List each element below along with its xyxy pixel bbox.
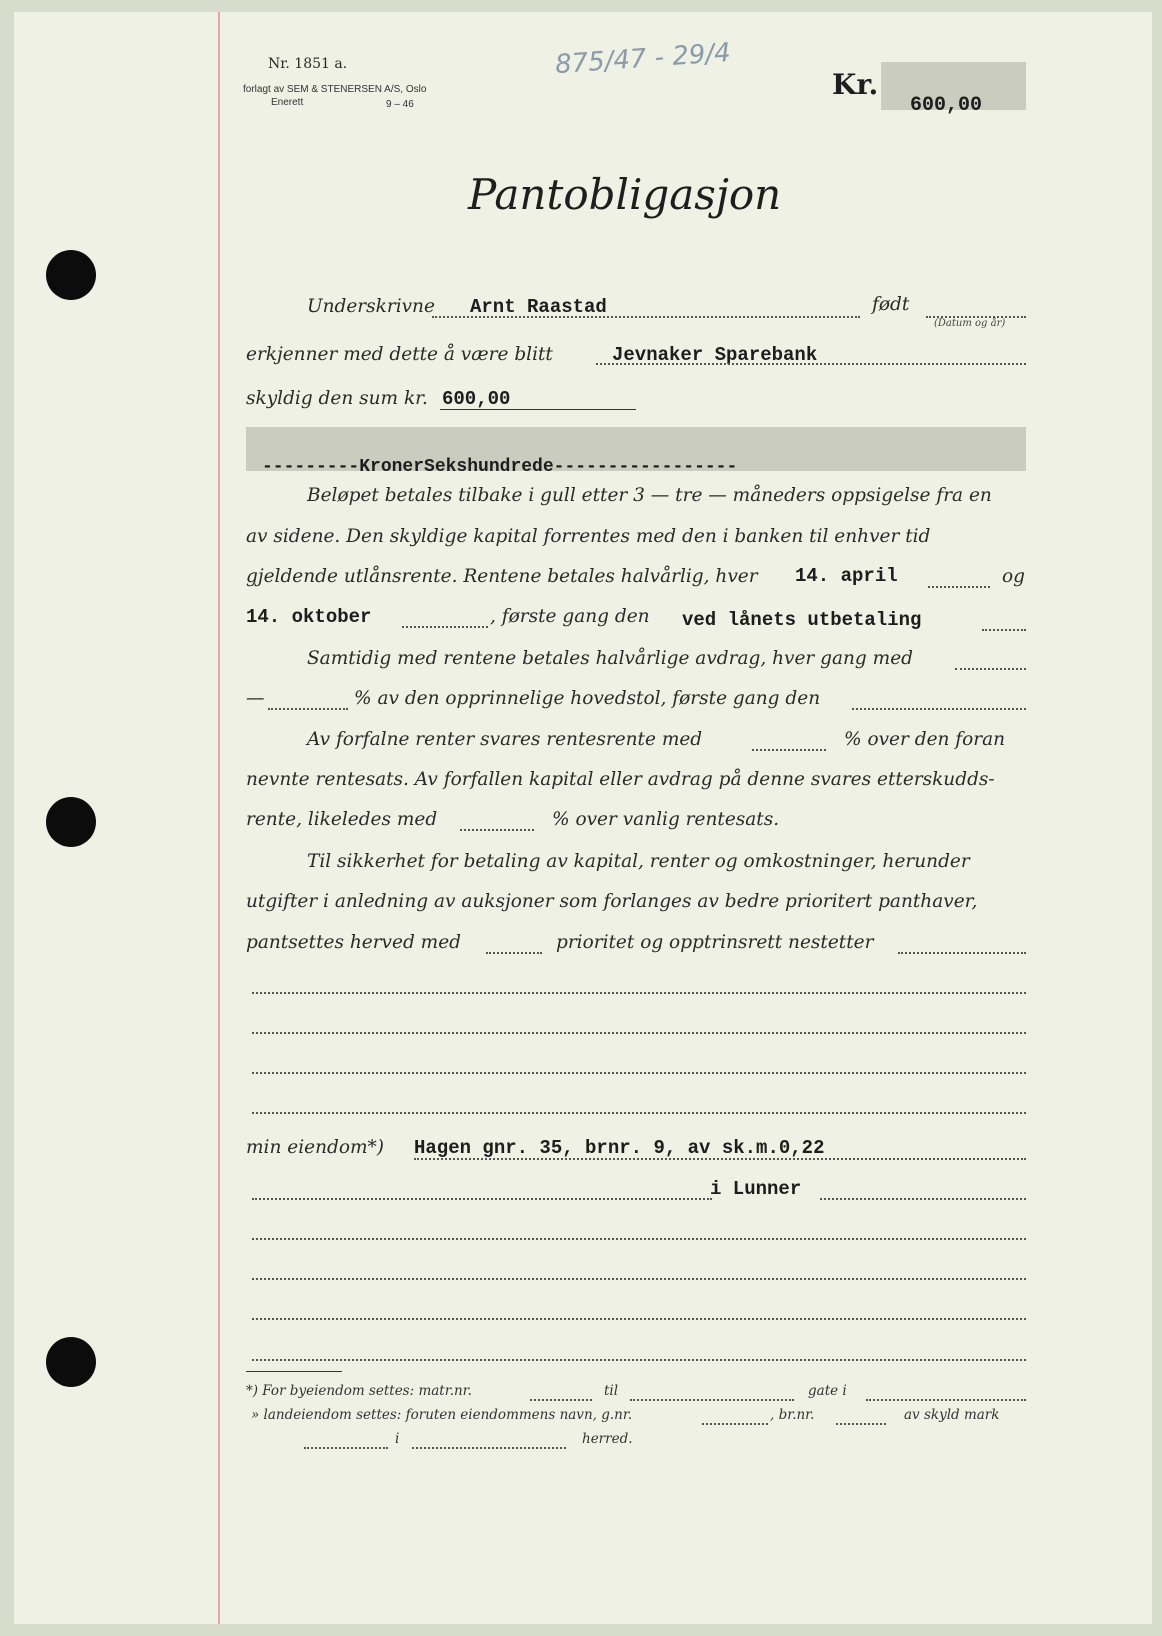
creditor-name: Jevnaker Sparebank <box>612 344 818 366</box>
undersigned-name: Arnt Raastad <box>470 296 607 318</box>
document-title: Pantobligasjon <box>468 170 782 219</box>
blank-line <box>252 1317 1026 1320</box>
paragraph-3-line-1a: Av forfalne renter svares rentesrente med <box>307 729 703 750</box>
property-value: Hagen gnr. 35, brnr. 9, av sk.m.0,22 <box>414 1137 825 1159</box>
fill-line <box>928 585 990 588</box>
footnote-line-1b: til <box>604 1383 619 1399</box>
paragraph-4-line-3a: pantsettes herved med <box>246 932 462 953</box>
fill-line <box>898 951 1026 954</box>
acknowledges-text: erkjenner med dette å være blitt <box>246 344 553 365</box>
paragraph-3-line-3a: rente, likeledes med <box>246 809 438 830</box>
blank-line <box>252 991 1026 994</box>
paragraph-1-line-1: Beløpet betales tilbake i gull etter 3 — tre — måneders oppsigelse fra en <box>307 485 992 506</box>
paragraph-3-line-3b: % over vanlig rentesats. <box>552 809 780 830</box>
fill-line <box>836 1422 886 1425</box>
amount-value: 600,00 <box>910 94 983 117</box>
sum-value: 600,00 <box>442 388 511 410</box>
fill-line <box>412 1446 566 1449</box>
property-label: min eiendom*) <box>246 1137 384 1158</box>
paragraph-2-line-1: Samtidig med rentene betales halvårlige avdrag, hver gang med <box>307 648 913 669</box>
publisher-enerett: Enerett <box>271 97 304 108</box>
fill-line <box>252 1197 712 1200</box>
blank-line <box>252 1071 1026 1074</box>
footnote-line-2b: , br.nr. <box>770 1407 815 1423</box>
footnote-line-2a: » landeiendom settes: foruten eiendommens navn, g.nr. <box>251 1407 633 1423</box>
form-number: Nr. 1851 a. <box>268 56 348 72</box>
fill-line <box>702 1422 768 1425</box>
fill-line <box>268 707 348 710</box>
footnote-rule <box>246 1370 342 1372</box>
og-text: og <box>1002 566 1025 587</box>
fill-line <box>852 707 1026 710</box>
publisher-line: forlagt av SEM & STENERSEN A/S, Oslo <box>243 84 427 95</box>
amount-in-words: ---------KronerSekshundrede----------------- <box>262 457 738 477</box>
fill-line <box>982 628 1026 631</box>
fill-line <box>486 951 542 954</box>
blank-line <box>252 1277 1026 1280</box>
sum-underline <box>440 408 636 410</box>
publisher-date: 9 – 46 <box>386 99 414 110</box>
property-location: i Lunner <box>710 1178 802 1200</box>
fill-line <box>752 748 826 751</box>
fill-line <box>530 1398 592 1401</box>
margin-line <box>218 12 220 1624</box>
paragraph-2-dash: — <box>246 688 265 709</box>
fill-line <box>402 625 488 628</box>
footnote-line-3a: i <box>395 1431 400 1447</box>
fill-line <box>866 1398 1026 1401</box>
fill-line <box>460 828 534 831</box>
fill-line <box>414 1157 1026 1160</box>
owes-text: skyldig den sum kr. <box>246 388 428 409</box>
fill-line <box>304 1446 388 1449</box>
interest-date-2: 14. oktober <box>246 606 372 628</box>
paragraph-4-line-1: Til sikkerhet for betaling av kapital, renter og omkostninger, herunder <box>307 851 970 872</box>
fill-line <box>432 315 860 318</box>
footnote-line-2c: av skyld mark <box>904 1407 1000 1423</box>
born-hint: (Datum og år) <box>934 318 1006 329</box>
interest-date-1: 14. april <box>795 565 898 587</box>
paragraph-1-line-2: av sidene. Den skyldige kapital forrentes med den i banken til enhver tid <box>246 526 931 547</box>
footnote-line-3b: herred. <box>582 1431 633 1447</box>
punch-hole <box>46 797 96 847</box>
born-label: født <box>872 294 910 315</box>
blank-line <box>252 1358 1026 1361</box>
blank-line <box>252 1111 1026 1114</box>
paragraph-2-line-2: % av den opprinnelige hovedstol, første gang den <box>354 688 821 709</box>
punch-hole <box>46 1337 96 1387</box>
paragraph-3-line-1b: % over den foran <box>844 729 1006 750</box>
undersigned-label: Underskrivne <box>307 296 435 317</box>
paragraph-1-line-3: gjeldende utlånsrente. Rentene betales halvårlig, hver <box>246 566 758 587</box>
first-time-text: , første gang den <box>490 606 650 627</box>
footnote-line-1a: *) For byeiendom settes: matr.nr. <box>246 1383 472 1399</box>
fill-line <box>596 362 1026 365</box>
fill-line <box>820 1197 1026 1200</box>
paragraph-4-line-3b: prioritet og opptrinsrett nestetter <box>556 932 874 953</box>
handwritten-reference: 875/47 - 29/4 <box>554 37 732 81</box>
blank-line <box>252 1031 1026 1034</box>
fill-line <box>955 667 1026 670</box>
amount-label: Kr. <box>832 68 879 101</box>
paragraph-3-line-2: nevnte rentesats. Av forfallen kapital eller avdrag på denne svares etterskudds- <box>246 769 995 790</box>
paragraph-4-line-2: utgifter i anledning av auksjoner som forlanges av bedre prioritert panthaver, <box>246 891 978 912</box>
punch-hole <box>46 250 96 300</box>
blank-line <box>252 1237 1026 1240</box>
first-payment-value: ved lånets utbetaling <box>682 609 922 631</box>
fill-line <box>630 1398 794 1401</box>
footnote-line-1c: gate i <box>808 1383 847 1399</box>
